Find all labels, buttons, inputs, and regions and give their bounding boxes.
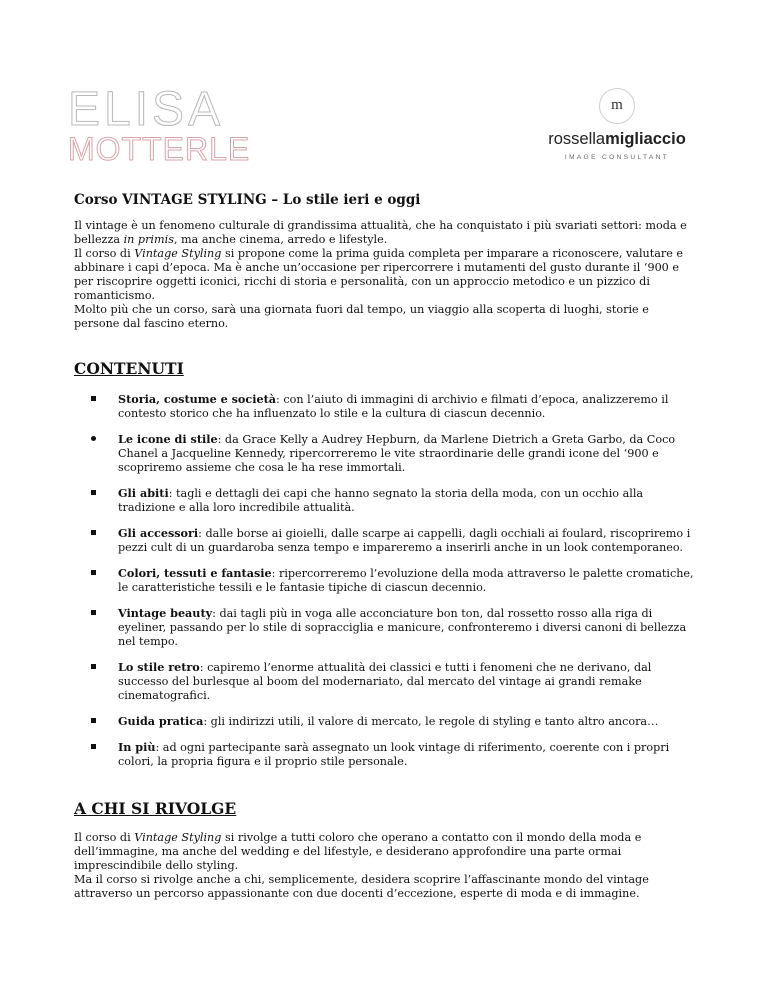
monogram-icon: m — [599, 88, 635, 124]
list-item: Storia, costume e società: con l’aiuto di immagini di archivio e filmati d’epoca, analizzeremo il contesto storico che ha influenzato lo stile e la cultura di ciascun decennio. — [74, 392, 694, 421]
audience-paragraph: Il corso di Vintage Styling si rivolge a tutti coloro che operano a contatto con il mondo della moda e dell’immagine, ma anche del wedding e del lifestyle, e desiderano approfondire una parte ormai imprescindibile dello styling. — [74, 831, 642, 872]
square-bullet-icon — [91, 530, 96, 535]
list-item: Lo stile retro: capiremo l’enorme attualità dei classici e tutti i fenomeni che ne derivano, dal successo del burlesque al boom del modernariato, dal mercato del vintage ai grandi remake cinematografici. — [74, 660, 694, 703]
document-title: Corso VINTAGE STYLING – Lo stile ieri e oggi — [74, 192, 421, 208]
section-heading-contenuti: CONTENUTI — [74, 359, 184, 378]
intro-paragraph: Molto più che un corso, sarà una giornata fuori dal tempo, un viaggio alla scoperta di luoghi, storie e persone dal fascino eterno. — [74, 303, 649, 330]
logo-subtitle: IMAGE CONSULTANT — [564, 154, 670, 161]
square-bullet-icon — [91, 570, 96, 575]
list-item: Vintage beauty: dai tagli più in voga alle acconciature bon ton, dal rossetto rosso alla riga di eyeliner, passando per lo stile di sopracciglia e manicure, confronteremo i diversi canoni di bellezza nel tempo. — [74, 606, 694, 649]
logo-line-2: MOTTERLE — [68, 131, 251, 167]
square-bullet-icon — [91, 664, 96, 669]
logo-line-1: ELISA — [68, 83, 225, 136]
list-item: Guida pratica: gli indirizzi utili, il valore di mercato, le regole di styling e tanto altro ancora… — [74, 714, 694, 729]
audience-paragraph: Ma il corso si rivolge anche a chi, semplicemente, desidera scoprire l’affascinante mondo del vintage attraverso un percorso appassionante con due docenti d’eccezione, esperte di moda e di immagine. — [74, 873, 649, 900]
list-item: Gli abiti: tagli e dettagli dei capi che hanno segnato la storia della moda, con un occhio alla tradizione e alla loro incredibile attualità. — [74, 486, 694, 515]
section-heading-chi-si-rivolge: A CHI SI RIVOLGE — [74, 799, 237, 818]
round-bullet-icon — [91, 436, 96, 441]
square-bullet-icon — [91, 396, 96, 401]
rossella-migliaccio-logo — [537, 88, 697, 160]
square-bullet-icon — [91, 610, 96, 615]
document-content — [74, 192, 694, 901]
list-item: Colori, tessuti e fantasie: ripercorreremo l’evoluzione della moda attraverso le palette cromatiche, le caratteristiche tessili e le fantasie tipiche di ciascun decennio. — [74, 566, 694, 595]
list-item: Gli accessori: dalle borse ai gioielli, dalle scarpe ai cappelli, dagli occhiali ai foulard, riscopriremo i pezzi cult di un guardaroba senza tempo e impareremo a inserirli anche in un look contemporaneo. — [74, 526, 694, 555]
elisa-motterle-logo — [68, 83, 251, 167]
contenuti-list — [74, 392, 694, 769]
intro-paragraph: Il vintage è un fenomeno culturale di grandissima attualità, che ha conquistato i più svariati settori: moda e bellezza in primis, ma anche cinema, arredo e lifestyle. — [74, 219, 687, 246]
logo-name: rossellamigliaccio — [548, 130, 686, 148]
square-bullet-icon — [91, 744, 96, 749]
intro-paragraph: Il corso di Vintage Styling si propone come la prima guida completa per imparare a riconoscere, valutare e abbinare i capi d’epoca. Ma è anche un’occasione per ripercorrere i mutamenti del gusto durante il ‘900 e per riscoprire oggetti iconici, ricchi di storia e personalità, con un approccio metodico e un pizzico di romanticismo. — [74, 247, 684, 302]
square-bullet-icon — [91, 490, 96, 495]
square-bullet-icon — [91, 718, 96, 723]
list-item: Le icone di stile: da Grace Kelly a Audrey Hepburn, da Marlene Dietrich a Greta Garbo, da Coco Chanel a Jacqueline Kennedy, ripercorreremo le vite straordinarie delle grandi icone del ‘900 e scopriremo assieme che cosa le ha rese immortali. — [74, 432, 694, 475]
list-item: In più: ad ogni partecipante sarà assegnato un look vintage di riferimento, coerente con i propri colori, la propria figura e il proprio stile personale. — [74, 740, 694, 769]
